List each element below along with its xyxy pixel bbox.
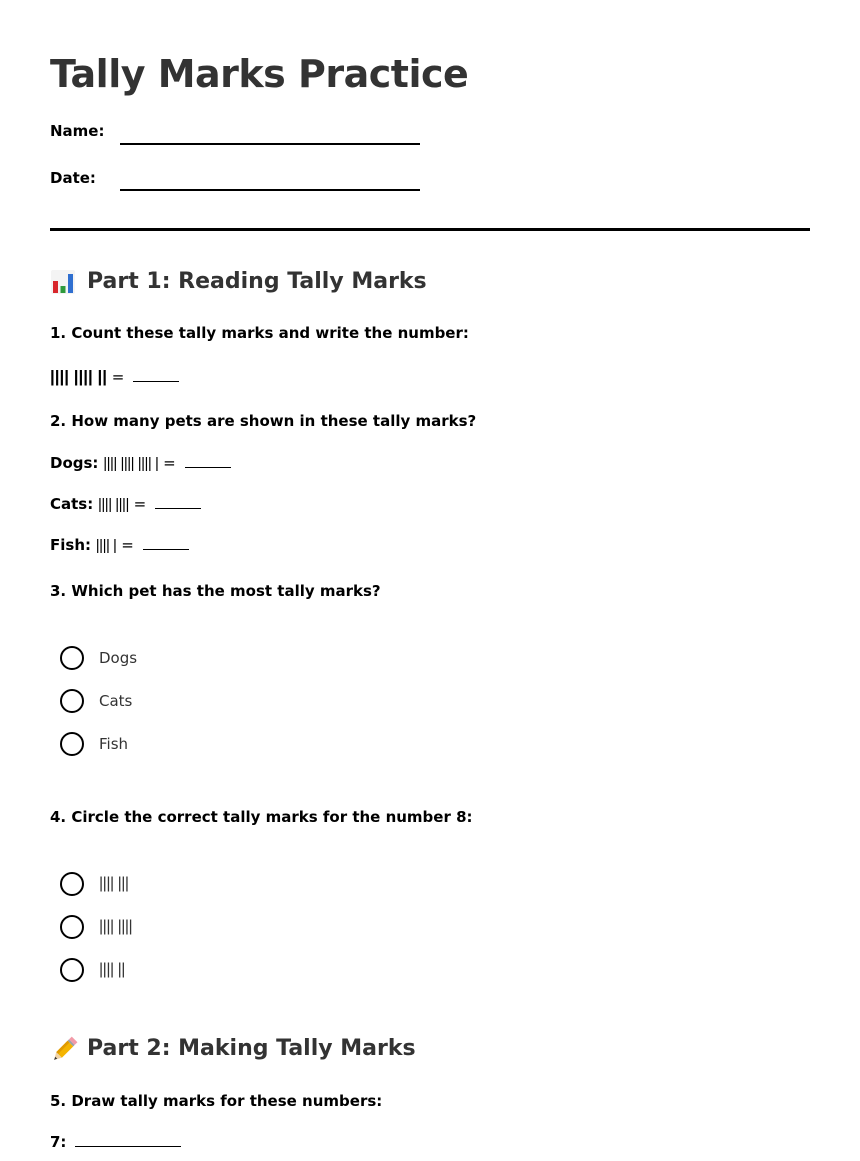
q2-dogs-equals: = (163, 454, 176, 472)
q4-option-3[interactable] (60, 957, 125, 983)
part2-heading (50, 1034, 416, 1064)
date-label: Date: (50, 169, 96, 187)
part1-heading (50, 267, 427, 297)
q2-cats-blank[interactable] (155, 494, 201, 509)
q5-item-label: 7: (50, 1133, 67, 1151)
q2-fish-equals: = (121, 536, 134, 554)
radio-button[interactable] (60, 915, 84, 939)
q4-option-label: |||| || (99, 961, 125, 978)
q2-row-fish (50, 535, 189, 556)
q2-cats-equals: = (133, 495, 147, 513)
question-2: 2. How many pets are shown in these tally marks? (50, 412, 477, 430)
q2-fish-label: Fish: (50, 536, 91, 554)
q4-option-label: |||| |||| (99, 918, 133, 935)
date-field[interactable] (120, 189, 420, 191)
bar-chart-icon (50, 269, 76, 295)
q3-option-cats[interactable] (60, 688, 132, 714)
q4-option-1[interactable] (60, 871, 129, 897)
q1-answer-row (50, 367, 179, 387)
q3-option-fish[interactable] (60, 731, 128, 757)
q5-item-7 (50, 1132, 181, 1152)
q1-equals: = (111, 368, 125, 386)
q2-fish-tally: |||| | (95, 537, 117, 554)
header-divider (50, 228, 810, 231)
radio-button[interactable] (60, 646, 84, 670)
q2-dogs-blank[interactable] (185, 453, 231, 468)
radio-button[interactable] (60, 872, 84, 896)
q4-option-label: |||| ||| (99, 875, 129, 892)
question-3: 3. Which pet has the most tally marks? (50, 582, 381, 600)
q3-option-label: Cats (99, 692, 133, 710)
q2-row-dogs (50, 453, 231, 474)
q2-dogs-tally: |||| |||| |||| | (103, 455, 159, 472)
q3-option-label: Fish (99, 735, 129, 753)
question-1: 1. Count these tally marks and write the number: (50, 324, 469, 342)
name-field[interactable] (120, 143, 420, 145)
pencil-icon (50, 1036, 76, 1062)
q1-answer-blank[interactable] (133, 367, 179, 382)
radio-button[interactable] (60, 689, 84, 713)
question-5: 5. Draw tally marks for these numbers: (50, 1092, 383, 1110)
question-4: 4. Circle the correct tally marks for the number 8: (50, 808, 473, 826)
page-title: Tally Marks Practice (50, 52, 469, 96)
q4-option-2[interactable] (60, 914, 132, 940)
q2-fish-blank[interactable] (143, 535, 189, 550)
name-label: Name: (50, 122, 105, 140)
q3-option-label: Dogs (99, 649, 138, 667)
q1-tally: |||| |||| || (50, 367, 108, 386)
q2-cats-tally: |||| |||| (98, 496, 129, 513)
q3-option-dogs[interactable] (60, 645, 137, 671)
q5-answer-blank[interactable] (75, 1132, 181, 1147)
radio-button[interactable] (60, 732, 84, 756)
q2-row-cats (50, 494, 201, 515)
part1-heading-text: Part 1: Reading Tally Marks (87, 269, 427, 294)
q2-cats-label: Cats: (50, 495, 94, 513)
part2-heading-text: Part 2: Making Tally Marks (87, 1036, 416, 1061)
q2-dogs-label: Dogs: (50, 454, 99, 472)
radio-button[interactable] (60, 958, 84, 982)
